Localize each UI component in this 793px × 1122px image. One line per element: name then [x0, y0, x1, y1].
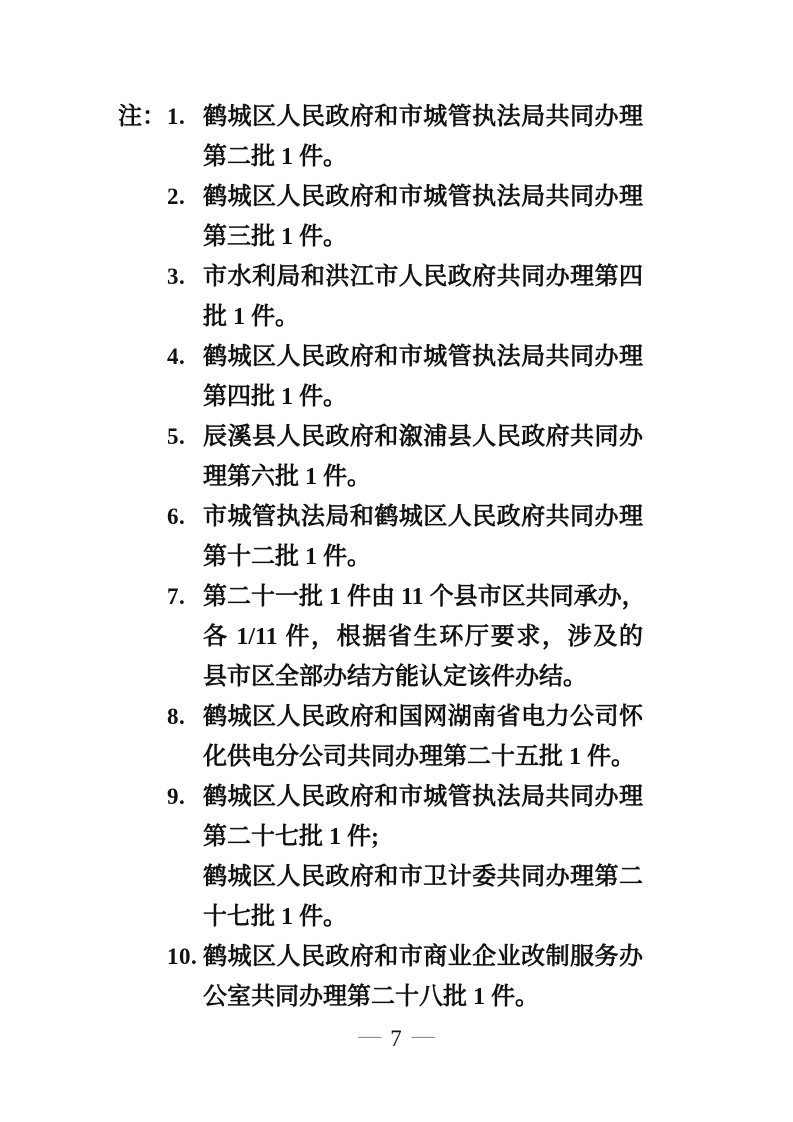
note-item-text [203, 337, 643, 417]
note-item-line: 批 1 件。 [203, 304, 299, 330]
note-item-line: 第三批 1 件。 [203, 224, 347, 250]
note-item-number: 6. [167, 504, 186, 529]
note-item-line: 第二十七批 1 件; [203, 824, 379, 850]
note-item-number: 2. [167, 184, 186, 209]
note-item-line: 鹤城区人民政府和国网湖南省电力公司怀 [203, 704, 643, 730]
note-item [167, 777, 643, 937]
note-item [167, 417, 643, 497]
note-item-number: 1. [167, 104, 186, 129]
note-item-line: 第十二批 1 件。 [203, 544, 371, 570]
note-item-text [203, 97, 643, 177]
note-item-text [203, 497, 643, 577]
note-item [167, 697, 643, 777]
note-item-text [203, 577, 646, 697]
note-item-number: 7. [167, 584, 186, 609]
note-item-text [203, 257, 643, 337]
note-item-line: 理第六批 1 件。 [203, 464, 371, 490]
note-items [118, 97, 646, 1017]
note-item-line: 鹤城区人民政府和市城管执法局共同办理 [203, 104, 643, 130]
note-item-number: 5. [167, 424, 186, 449]
note-item [167, 97, 643, 177]
page-footer [0, 1023, 793, 1052]
note-item-number: 3. [167, 264, 186, 289]
note-item-line: 鹤城区人民政府和市城管执法局共同办理 [203, 344, 643, 370]
note-item-number: 10. [167, 944, 198, 969]
note-item [167, 337, 643, 417]
note-item [167, 257, 643, 337]
note-item-line: 鹤城区人民政府和市城管执法局共同办理 [203, 184, 643, 210]
note-item-text [203, 417, 643, 497]
note-item-number: 8. [167, 704, 186, 729]
note-item-line: 市水利局和洪江市人民政府共同办理第四 [203, 264, 643, 290]
note-item-text [203, 697, 643, 777]
note-item-line: 十七批 1 件。 [203, 904, 347, 930]
note-label: 注： [118, 104, 166, 130]
note-item [167, 497, 643, 577]
notes-block [118, 97, 646, 1017]
note-item-line: 市城管执法局和鹤城区人民政府共同办理 [203, 504, 643, 530]
footer-dash-right: — [411, 1023, 435, 1048]
page-number: 7 [390, 1026, 403, 1051]
note-item-text [203, 177, 643, 257]
note-item-line: 鹤城区人民政府和市城管执法局共同办理 [203, 784, 643, 810]
note-item-line: 各 1/11 件，根据省生环厅要求，涉及的 [203, 624, 643, 650]
note-item-line: 第二批 1 件。 [203, 144, 347, 170]
note-item [167, 937, 643, 1017]
note-item-text [203, 777, 643, 937]
note-item-number: 9. [167, 784, 186, 809]
note-item-line: 县市区全部办结方能认定该件办结。 [203, 664, 587, 690]
footer-dash-left: — [358, 1023, 382, 1048]
note-item-line: 化供电分公司共同办理第二十五批 1 件。 [203, 744, 635, 770]
note-item-line: 鹤城区人民政府和市商业企业改制服务办 [203, 944, 643, 970]
note-item-line: 公室共同办理第二十八批 1 件。 [203, 984, 539, 1010]
note-item [167, 577, 646, 697]
note-item-line: 第二十一批 1 件由 11 个县市区共同承办， [203, 584, 646, 610]
note-item [167, 177, 643, 257]
note-item-text [203, 937, 643, 1017]
note-item-line: 第四批 1 件。 [203, 384, 347, 410]
note-item-line: 辰溪县人民政府和溆浦县人民政府共同办 [203, 424, 643, 450]
note-item-line: 鹤城区人民政府和市卫计委共同办理第二 [203, 864, 643, 890]
note-item-number: 4. [167, 344, 186, 369]
